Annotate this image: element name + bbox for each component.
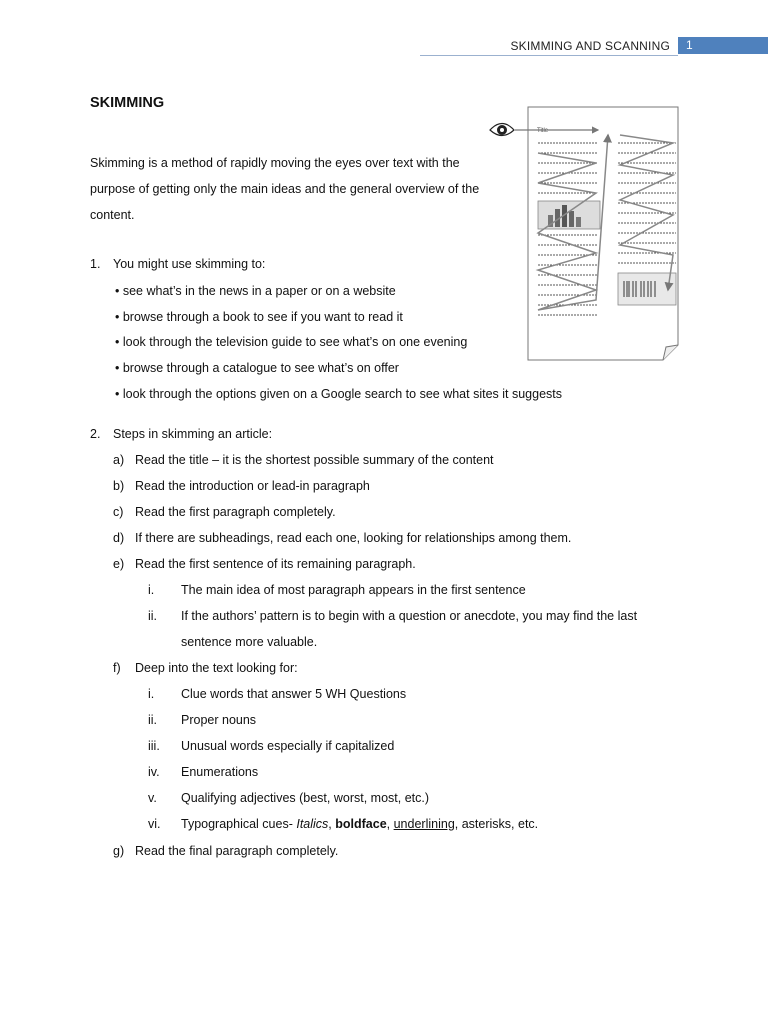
list-item: • browse through a catalogue to see what’s on offer <box>115 361 399 375</box>
list-item: • see what’s in the news in a paper or on a website <box>115 284 396 298</box>
step-d: d) If there are subheadings, read each one, looking for relationships among them. <box>113 531 572 545</box>
step-e-sub-i: i. The main idea of most paragraph appears in the first sentence <box>148 583 526 597</box>
step-e-sub-ii-continuation: sentence more valuable. <box>181 635 318 649</box>
step-a: a) Read the title – it is the shortest possible summary of the content <box>113 453 494 467</box>
step-f-sub-ii: ii. Proper nouns <box>148 713 257 727</box>
italic-example: Italics <box>296 817 329 831</box>
step-f-sub-iv: iv. Enumerations <box>148 765 259 779</box>
header-rule <box>420 55 678 56</box>
bold-example: boldface <box>335 817 387 831</box>
step-e: e) Read the first sentence of its remaining paragraph. <box>113 557 416 571</box>
list-item: • look through the television guide to see what’s on one evening <box>115 335 468 349</box>
list-item: • look through the options given on a Google search to see what sites it suggests <box>115 387 563 401</box>
step-b: b) Read the introduction or lead-in paragraph <box>113 479 370 493</box>
step-f: f) Deep into the text looking for: <box>113 661 298 675</box>
barcode-image <box>618 273 676 305</box>
list2-number: 2. <box>90 427 101 441</box>
step-f-sub-v: v. Qualifying adjectives (best, worst, most, etc.) <box>148 791 430 805</box>
step-e-sub-ii: ii. If the authors’ pattern is to begin with a question or anecdote, you may find the last <box>148 609 638 623</box>
intro-paragraph: Skimming is a method of rapidly moving the eyes over text with the purpose of getting only the main ideas and the general overview of the content. <box>90 156 480 222</box>
step-c: c) Read the first paragraph completely. <box>113 505 336 519</box>
skimming-illustration <box>488 105 693 363</box>
page-number: 1 <box>678 37 768 54</box>
figure-title-label: Title <box>537 128 549 134</box>
running-header-title: SKIMMING AND SCANNING <box>510 39 670 53</box>
embedded-chart-image <box>538 201 600 229</box>
step-f-sub-i: i. Clue words that answer 5 WH Questions <box>148 687 407 701</box>
underline-example: underlining <box>393 817 455 831</box>
section-title: SKIMMING <box>90 95 165 111</box>
step-g: g) Read the final paragraph completely. <box>113 844 339 858</box>
step-f-sub-iii: iii. Unusual words especially if capitalized <box>148 739 395 753</box>
eye-icon <box>490 124 514 136</box>
list1-heading-text: You might use skimming to: <box>113 257 266 271</box>
list2-heading <box>90 427 272 441</box>
list2-heading-text: Steps in skimming an article: <box>113 427 273 441</box>
list1-number: 1. <box>90 257 101 271</box>
step-f-sub-vi: vi. Typographical cues- Italics, boldface, underlining, asterisks, etc. <box>148 817 539 831</box>
list-item: • browse through a book to see if you want to read it <box>115 310 403 324</box>
list1-heading <box>90 257 265 271</box>
